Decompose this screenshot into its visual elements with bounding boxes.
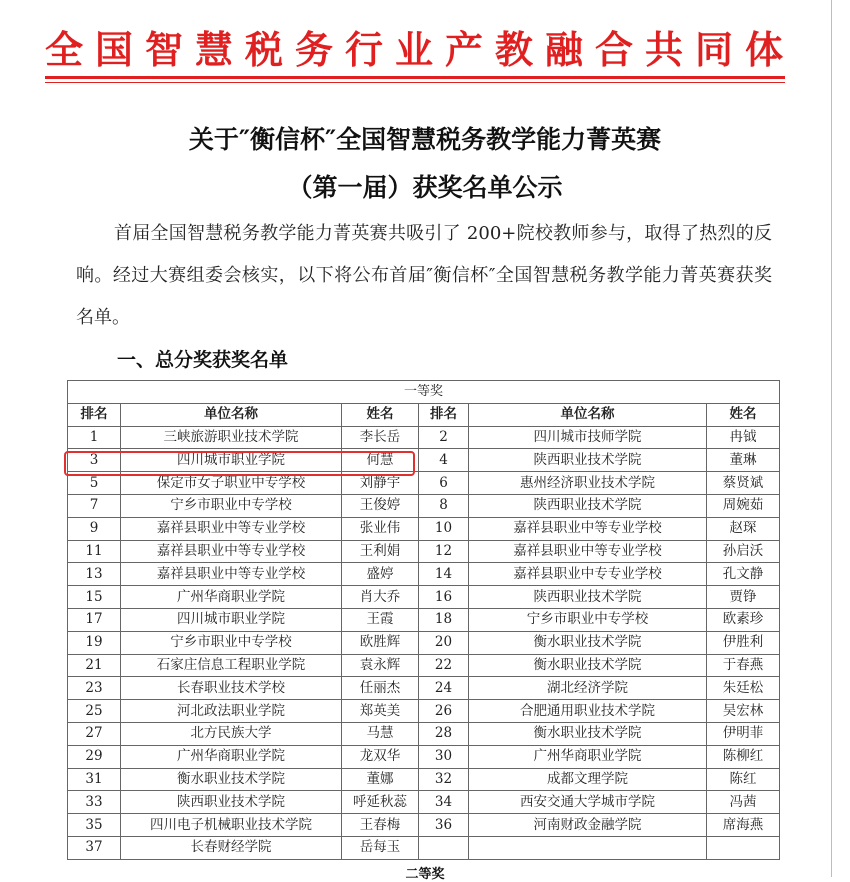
unit-cell: 河南财政金融学院 — [469, 814, 707, 837]
unit-cell — [469, 836, 707, 859]
name-cell: 李长岳 — [342, 426, 419, 449]
table-row — [68, 517, 780, 540]
rank-cell: 1 — [68, 426, 121, 449]
table-row — [68, 814, 780, 837]
unit-cell: 宁乡市职业中专学校 — [121, 631, 342, 654]
table-row — [68, 745, 780, 768]
unit-cell: 陕西职业技术学院 — [469, 449, 707, 472]
unit-cell: 河北政法职业学院 — [121, 700, 342, 723]
name-cell: 何慧 — [342, 449, 419, 472]
rank-cell: 8 — [419, 494, 469, 517]
table-row — [68, 654, 780, 677]
rank-cell: 2 — [419, 426, 469, 449]
table-row — [68, 768, 780, 791]
table-row — [68, 586, 780, 609]
rank-cell — [419, 836, 469, 859]
rank-cell: 37 — [68, 836, 121, 859]
rank-cell: 33 — [68, 791, 121, 814]
unit-cell: 惠州经济职业技术学院 — [469, 472, 707, 495]
unit-cell: 嘉祥县职业中等专业学校 — [121, 563, 342, 586]
table-row — [68, 631, 780, 654]
rank-cell: 6 — [419, 472, 469, 495]
name-cell: 王春梅 — [342, 814, 419, 837]
rank-cell: 27 — [68, 722, 121, 745]
document-title-line1: 关于″衡信杯″全国智慧税务教学能力菁英赛 — [188, 125, 662, 154]
name-cell: 王俊婷 — [342, 494, 419, 517]
table-row — [68, 722, 780, 745]
masthead-rule-thin — [45, 82, 785, 83]
unit-cell: 宁乡市职业中专学校 — [121, 494, 342, 517]
name-cell: 马慧 — [342, 722, 419, 745]
rank-cell: 22 — [419, 654, 469, 677]
name-cell: 袁永辉 — [342, 654, 419, 677]
name-cell: 盛婷 — [342, 563, 419, 586]
rank-cell: 32 — [419, 768, 469, 791]
table-row — [68, 677, 780, 700]
header-name: 姓名 — [342, 403, 419, 426]
rank-cell: 5 — [68, 472, 121, 495]
document-title-line2: （第一届）获奖名单公示 — [287, 173, 563, 202]
unit-cell: 广州华商职业学院 — [121, 745, 342, 768]
rank-cell: 23 — [68, 677, 121, 700]
unit-cell: 衡水职业技术学院 — [469, 654, 707, 677]
name-cell: 欧素珍 — [707, 608, 780, 631]
unit-cell: 广州华商职业学院 — [469, 745, 707, 768]
rank-cell: 10 — [419, 517, 469, 540]
name-cell: 张业伟 — [342, 517, 419, 540]
rank-cell: 11 — [68, 540, 121, 563]
unit-cell: 陕西职业技术学院 — [469, 586, 707, 609]
name-cell: 赵琛 — [707, 517, 780, 540]
unit-cell: 四川城市职业学院 — [121, 608, 342, 631]
name-cell: 郑英美 — [342, 700, 419, 723]
header-rank: 排名 — [68, 403, 121, 426]
table-body — [68, 426, 780, 859]
unit-cell: 四川电子机械职业技术学院 — [121, 814, 342, 837]
name-cell: 席海燕 — [707, 814, 780, 837]
unit-cell: 陕西职业技术学院 — [469, 494, 707, 517]
rank-cell: 35 — [68, 814, 121, 837]
unit-cell: 石家庄信息工程职业学院 — [121, 654, 342, 677]
header-name: 姓名 — [707, 403, 780, 426]
unit-cell: 广州华商职业学院 — [121, 586, 342, 609]
unit-cell: 陕西职业技术学院 — [121, 791, 342, 814]
rank-cell: 24 — [419, 677, 469, 700]
name-cell — [707, 836, 780, 859]
rank-cell: 34 — [419, 791, 469, 814]
unit-cell: 衡水职业技术学院 — [121, 768, 342, 791]
rank-cell: 28 — [419, 722, 469, 745]
name-cell: 冯茜 — [707, 791, 780, 814]
unit-cell: 长春财经学院 — [121, 836, 342, 859]
section-heading: 一、总分奖获奖名单 — [117, 349, 289, 371]
name-cell: 朱廷松 — [707, 677, 780, 700]
table-row — [68, 494, 780, 517]
rank-cell: 4 — [419, 449, 469, 472]
name-cell: 孔文静 — [707, 563, 780, 586]
rank-cell: 29 — [68, 745, 121, 768]
unit-cell: 三峡旅游职业技术学院 — [121, 426, 342, 449]
unit-cell: 宁乡市职业中专学校 — [469, 608, 707, 631]
name-cell: 岳每玉 — [342, 836, 419, 859]
unit-cell: 长春职业技术学校 — [121, 677, 342, 700]
table-header-row — [68, 403, 780, 426]
name-cell: 伊胜利 — [707, 631, 780, 654]
highlight-box — [64, 451, 415, 476]
table-row — [68, 700, 780, 723]
name-cell: 陈红 — [707, 768, 780, 791]
unit-cell: 嘉祥县职业中等专业学校 — [469, 517, 707, 540]
masthead-title: 全国智慧税务行业产教融合共同体 — [45, 28, 785, 72]
rank-cell: 30 — [419, 745, 469, 768]
name-cell: 陈柳红 — [707, 745, 780, 768]
unit-cell: 嘉祥县职业中等专业学校 — [469, 540, 707, 563]
table-row — [68, 540, 780, 563]
name-cell: 呼延秋蕊 — [342, 791, 419, 814]
name-cell: 伊明菲 — [707, 722, 780, 745]
rank-cell: 13 — [68, 563, 121, 586]
name-cell: 欧胜辉 — [342, 631, 419, 654]
table-row — [68, 426, 780, 449]
name-cell: 任丽杰 — [342, 677, 419, 700]
name-cell: 龙双华 — [342, 745, 419, 768]
name-cell: 孙启沃 — [707, 540, 780, 563]
unit-cell: 衡水职业技术学院 — [469, 631, 707, 654]
unit-cell: 衡水职业技术学院 — [469, 722, 707, 745]
rank-cell: 25 — [68, 700, 121, 723]
unit-cell: 北方民族大学 — [121, 722, 342, 745]
header-rank: 排名 — [419, 403, 469, 426]
name-cell: 董琳 — [707, 449, 780, 472]
intro-paragraph: 首届全国智慧税务教学能力菁英赛共吸引了 200+院校教师参与，取得了热烈的反响。经过大赛组委会核实，以下将公布首届″衡信杯″全国智慧税务教学能力菁英赛获奖名单。 — [76, 223, 772, 328]
table-row — [68, 608, 780, 631]
name-cell: 董娜 — [342, 768, 419, 791]
name-cell: 肖大乔 — [342, 586, 419, 609]
name-cell: 于春燕 — [707, 654, 780, 677]
name-cell: 蔡贤斌 — [707, 472, 780, 495]
unit-cell: 合肥通用职业技术学院 — [469, 700, 707, 723]
masthead-rule-thick — [45, 76, 785, 79]
name-cell: 周婉茹 — [707, 494, 780, 517]
name-cell: 王霞 — [342, 608, 419, 631]
rank-cell: 36 — [419, 814, 469, 837]
rank-cell: 9 — [68, 517, 121, 540]
rank-cell: 16 — [419, 586, 469, 609]
table-row — [68, 836, 780, 859]
table-row — [68, 563, 780, 586]
rank-cell: 19 — [68, 631, 121, 654]
next-table-caption: 二等奖 — [405, 867, 445, 882]
unit-cell: 嘉祥县职业中等专业学校 — [121, 517, 342, 540]
unit-cell: 湖北经济学院 — [469, 677, 707, 700]
rank-cell: 15 — [68, 586, 121, 609]
rank-cell: 20 — [419, 631, 469, 654]
rank-cell: 7 — [68, 494, 121, 517]
rank-cell: 26 — [419, 700, 469, 723]
name-cell: 王利娟 — [342, 540, 419, 563]
name-cell: 吴宏林 — [707, 700, 780, 723]
unit-cell: 嘉祥县职业中等专业学校 — [121, 540, 342, 563]
rank-cell: 14 — [419, 563, 469, 586]
rank-cell: 12 — [419, 540, 469, 563]
table-caption: 一等奖 — [68, 381, 780, 404]
name-cell: 贾铮 — [707, 586, 780, 609]
unit-cell: 成都文理学院 — [469, 768, 707, 791]
rank-cell: 18 — [419, 608, 469, 631]
unit-cell: 保定市女子职业中专学校 — [121, 472, 342, 495]
rank-cell: 3 — [68, 449, 121, 472]
unit-cell: 四川城市技师学院 — [469, 426, 707, 449]
rank-cell: 31 — [68, 768, 121, 791]
rank-cell: 17 — [68, 608, 121, 631]
unit-cell: 四川城市职业学院 — [121, 449, 342, 472]
table-row — [68, 791, 780, 814]
name-cell: 冉钺 — [707, 426, 780, 449]
header-unit: 单位名称 — [469, 403, 707, 426]
unit-cell: 西安交通大学城市学院 — [469, 791, 707, 814]
header-unit: 单位名称 — [121, 403, 342, 426]
name-cell: 刘静宇 — [342, 472, 419, 495]
unit-cell: 嘉祥县职业中专专业学校 — [469, 563, 707, 586]
rank-cell: 21 — [68, 654, 121, 677]
